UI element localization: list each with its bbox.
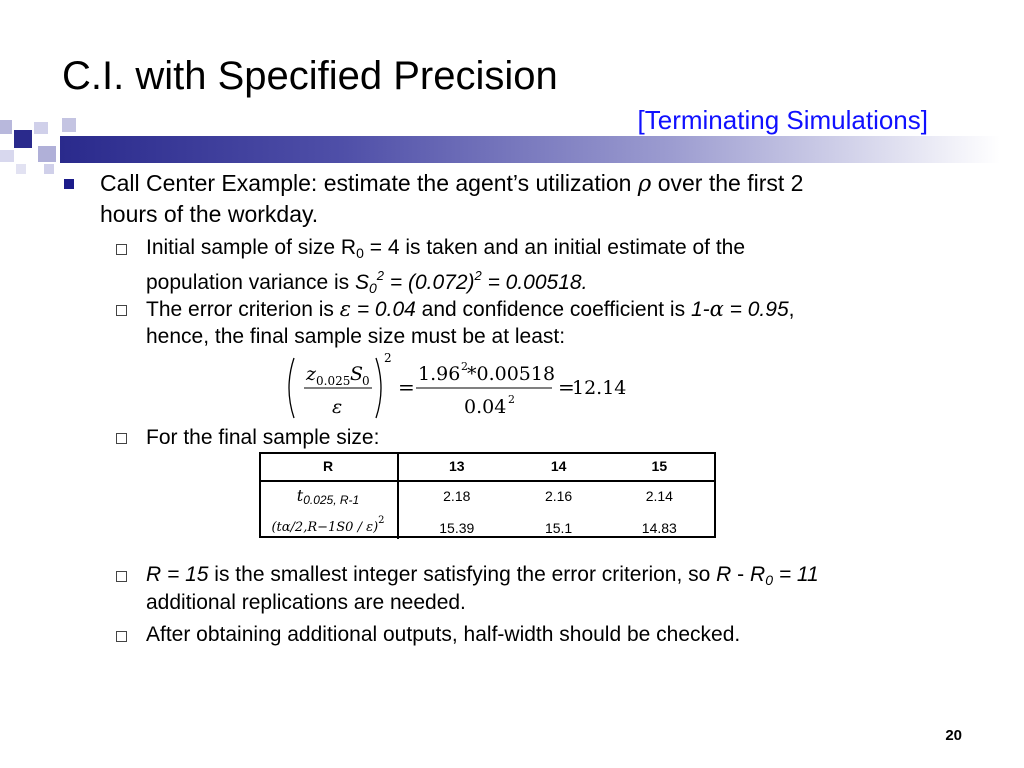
hollow-square-bullet-icon — [116, 305, 127, 316]
table-cell: 2.14 — [645, 488, 673, 504]
slide-title: C.I. with Specified Precision — [62, 54, 558, 98]
table-cell: 2.16 — [544, 488, 573, 504]
right-paren — [376, 358, 381, 418]
table-row — [259, 510, 716, 539]
page-number: 20 — [945, 727, 962, 744]
table-cell: 2.18 — [443, 488, 471, 504]
left-paren — [289, 358, 294, 418]
table-cell: 14.83 — [641, 520, 677, 536]
equals-sign: = — [398, 375, 415, 399]
sub1-line1: Initial sample of size $R_0 = 4$ is taken and an initial estimate of the — [146, 236, 746, 261]
decor-square — [44, 164, 54, 174]
sub4-line2: additional replications are needed. — [146, 591, 466, 614]
denominator-exponent: 2 — [508, 393, 515, 406]
sample-size-table — [259, 452, 716, 539]
sub2-line1: The error criterion is ε = 0.04 and confidence coefficient is 1-α = 0.95, — [146, 297, 795, 321]
numerator-exponent: 2 — [461, 360, 468, 373]
rho-symbol: ρ — [637, 171, 652, 197]
title-gradient-bar — [60, 136, 1000, 163]
table-row — [259, 481, 716, 510]
z-subscript: 0.025 — [316, 374, 351, 388]
decor-square — [16, 164, 26, 174]
table-header-cell: 14 — [515, 452, 603, 481]
formula-result: 12.14 — [572, 377, 627, 399]
slide-subtitle: [Terminating Simulations] — [637, 105, 928, 135]
numerator-base: 1.96 — [418, 363, 461, 385]
main-bullet-line1: Call Center Example: estimate the agent’s utilization ρ over the first 2 — [100, 170, 804, 197]
s-symbol: S — [350, 363, 364, 385]
sub5-text: After obtaining additional outputs, half-width should be checked. — [146, 623, 741, 646]
table-header-row — [259, 452, 716, 481]
hollow-square-bullet-icon — [116, 244, 127, 255]
numerator-rest: *0.00518 — [467, 363, 556, 385]
outer-exponent: 2 — [384, 351, 392, 365]
hollow-square-bullet-icon — [116, 433, 127, 444]
hollow-square-bullet-icon — [116, 571, 127, 582]
main-bullet-line2: hours of the workday. — [100, 201, 319, 227]
table-header-cell: 15 — [603, 452, 716, 481]
table-cell: 15.1 — [544, 520, 573, 536]
hollow-square-bullet-icon — [116, 631, 127, 642]
table-row-label: t0.025, R-1 — [259, 481, 398, 510]
bullet-square-icon — [64, 179, 74, 189]
table-row-label: $(t\alpha/2,R-1S0 / \varepsilon)^2$ — [259, 510, 398, 539]
sub3-text: For the final sample size: — [146, 426, 380, 449]
equals-sign-2: = — [558, 375, 575, 399]
denominator-base: 0.04 — [464, 396, 507, 418]
table-header-cell: R — [259, 452, 398, 481]
table-cell: 15.39 — [439, 520, 475, 536]
sub4-line1: R = 15 is the smallest integer satisfying the error criterion, so $R - R_0 = 11$ — [146, 563, 819, 588]
epsilon-symbol: ε — [332, 396, 343, 418]
sample-size-formula — [280, 348, 650, 428]
sub2-line2: hence, the final sample size must be at least: — [146, 325, 566, 348]
table-header-cell: 13 — [398, 452, 515, 481]
s-subscript: 0 — [362, 374, 370, 388]
decor-square — [38, 146, 56, 162]
z-symbol: z — [306, 363, 317, 385]
decor-square — [0, 150, 14, 162]
sub1-line2: population variance is $S_0^2 = (0.072)^2 = 0.00518$. — [146, 268, 588, 296]
